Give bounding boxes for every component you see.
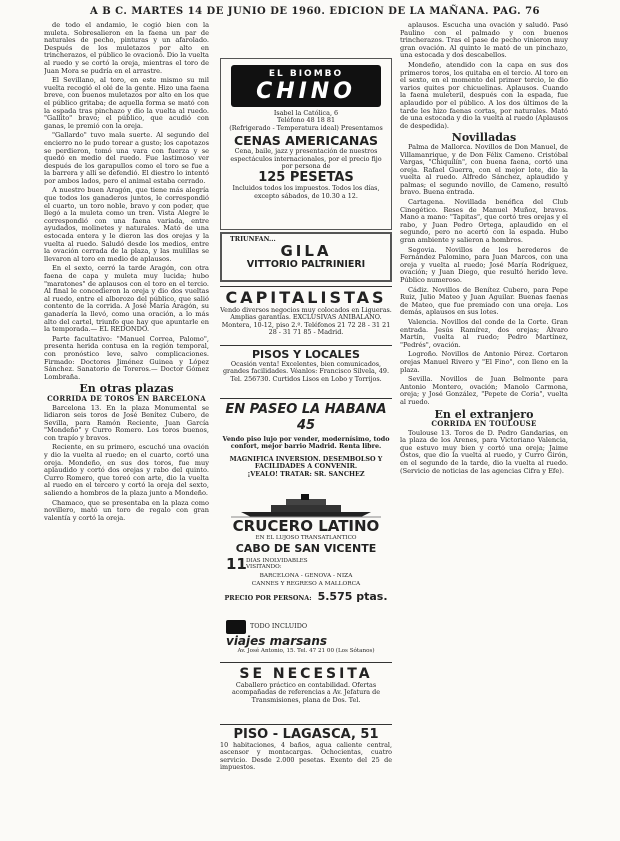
crucero-price-label: PRECIO POR PERSONA: — [224, 594, 312, 603]
crucero-days-text: DIAS INOLVIDABLES VISITANDO: — [246, 558, 308, 571]
gila-triunfan: TRIUNFAN... — [230, 235, 276, 243]
crucero-route2: CANNES Y REGRESO A MALLORCA — [251, 580, 361, 587]
section-heading: En el extranjero — [434, 407, 534, 421]
article-paragraph: En el sexto, cerró la tarde Aragón, con otra faena de capa y muleta muy lucida; hubo "maratones" de aplausos con el toro en el tercio. Al final le concedieron la oreja y dio dos vueltas al ruedo, entre el alborozo del público, que salió contento de la corrida. A José María Aragón, su ganadería la llevó, como una oración, a lo más alto del cartel, triunfo que hay que apuntarle en la temporada.— EL REDONDO. — [44, 264, 209, 334]
article-paragraph: Barcelona 13. En la plaza Monumental se lidiaron seis toros de José Benítez Cubero, de Sevilla, para Ramón Reciente, Juan García "Mondeño" y Curro Romero. Los toros buenos, con trapío y bravos. — [44, 403, 209, 442]
capitalistas-title: CAPITALISTAS — [225, 288, 387, 307]
magnifica-line2: ¡VEALO! TRATAR: SR. SANCHEZ — [247, 469, 365, 478]
se-necesita-ad — [220, 666, 392, 722]
section-subheading: CORRIDA DE TOROS EN BARCELONA — [47, 393, 206, 403]
crucero-sub: EN EL LUJOSO TRANSATLANTICO — [255, 535, 357, 541]
lagasca-ad — [220, 727, 392, 775]
article-paragraph: Sevilla. Novillos de Juan Belmonte para Antonio Montero, ovación; Manolo Carmona, oreja; y José González, "Pepete de Coria", vuelta al ruedo. — [400, 375, 568, 406]
biombo-fine-print: Incluidos todos los impuestos. Todos los días, excepto sábados, de 10.30 a 12. — [232, 184, 380, 200]
article-paragraph: A nuestro buen Aragón, que tiene más alegría que todos los ganaderos juntos, le correspondió el cuarto, un toro noble, bravo y con poder, que llegó a la muleta como un tren. Vista Alegre le correspondió con una faena variada, entre ayudados, molinetes y naturales. Mató de una estocada entera y le dieron las dos orejas y la vuelta al ruedo. Saludó desde los medios, entre la ovación cerrada de la plaza, y las mulillas se llevaron al toro en medio de aplausos. — [44, 186, 209, 263]
crucero-title: CRUCERO LATINO — [232, 517, 380, 535]
crucero-ship: CABO DE SAN VICENTE — [235, 542, 377, 556]
pisos-body: Ocasión venta! Excelentes, bien comunicados, grandes facilidades. Véanlos: Francisco Silvela, 49. Tel. 256730. Curtidos Lisos en Lobo y Torrijos. — [222, 360, 390, 383]
gila-star1: GILA — [280, 242, 332, 261]
article-paragraph: Segovia. Novillos de los herederos de Fernández Palomino, para Juan Marcos, con una oreja y vuelta al ruedo; José María Rodríguez, ovación; y Juan Diego, que resultó herido leve. Público numeroso. — [400, 245, 568, 284]
magnifica-ad — [220, 456, 392, 488]
marsans-agency: viajes marsans — [226, 634, 328, 648]
article-paragraph: Palma de Mallorca. Novillos de Don Manuel, de Villamanrique, y de Don Félix Cameno. Cristóbal Vargas, "Chiquilín", con buena faena, cortó una oreja. Rafael Guerra, con el mejor lote, dio la vuelta al ruedo. Alfredo Sánchez, aplaudido y palmas; el segundo novillo, de Cameno, resultó bravo. Buena entrada. — [400, 142, 568, 197]
column-right — [400, 22, 568, 826]
crucero-route1: BARCELONA - GENOVA - NIZA — [259, 573, 353, 580]
article-paragraph: Logroño. Novillos de Antonio Pérez. Cortaron orejas Manuel Rivero y "El Fino", con lleno en la plaza. — [400, 350, 568, 374]
magnifica-line1: MAGNIFICA INVERSION. DESEMBOLSO Y FACILIDADES A CONVENIR. — [229, 455, 383, 471]
pisos-ad — [220, 348, 392, 396]
biombo-chino-ad — [220, 58, 392, 230]
marsans-logo-icon — [226, 620, 246, 634]
section-heading: Novilladas — [451, 131, 517, 145]
crucero-days-number: 11 — [226, 555, 247, 574]
article-paragraph: aplausos. Escucha una ovación y saludó. Pasó Paulino con el palmado y con buenos trincherazos. Tras el pase de pecho vinieron muy gran ovación. Al quinto le mató de un pinchazo, una estocada y dos descabellos. — [400, 22, 568, 60]
crucero-price: 5.575 ptas. — [317, 590, 388, 604]
article-paragraph: El Sevillano, al toro, en este mismo su mil vuelta recogió el olé de la gente. Hizo una faena breve, con buenos muletazos por alto en los que el público gritaba; de aquella forma se mató con la espada tras pinchazo y dio la vuelta al ruedo. "Gallito" bravo; el público, que acudió con ganas, le premió con la oreja. — [44, 76, 209, 130]
article-paragraph: de todo el andamio, le cogió bien con la muleta. Sobresalieron en la faena un par de naturales de pecho, pinturas y un afarolado. Después de los muletazos por alto en trincherazos, el público le ovacionó. Dio la vuelta al ruedo y se cortó la oreja, mientras el toro de Juan Mora se pudría en el arrastre. — [44, 22, 209, 75]
biombo-tagline: (Refrigerado - Temperatura ideal) Presentamos — [229, 123, 383, 132]
ship-illustration — [231, 492, 381, 518]
marsans-address: Av. José Antonio, 15. Tel. 47 21 00 (Los Sótanos) — [237, 648, 375, 654]
marsans-note: TODO INCLUIDO — [250, 622, 308, 631]
article-paragraph: Valencia. Novillos del conde de la Corte. Gran entrada. Jesús Ramírez, dos orejas; Álvaro Martín, vuelta al ruedo; Pedro Martínez, "Pedrés", ovación. — [400, 317, 568, 349]
gila-star2: VITTORIO PALTRINIERI — [246, 259, 366, 271]
paseo-title: EN PASEO LA HABANA 45 — [225, 402, 387, 433]
capitalistas-ad — [220, 289, 392, 341]
lagasca-title: PISO - LAGASCA, 51 — [233, 727, 379, 742]
biombo-headline: CENAS AMERICANAS — [233, 133, 379, 149]
article-paragraph: Parte facultativo: "Manuel Correa, Palomo", presenta herida contusa en la región temporal, con pronóstico leve, salvo complicaciones. Firmado: Doctores Jiménez Guinea y López Sánchez. Sanatorio de Toreros.— Doctor Gómez Lombraña. — [44, 334, 209, 381]
article-paragraph: Chamaco, que se presentaba en la plaza como novillero, mató un toro de regalo con gran valentía y cortó la oreja. — [44, 498, 209, 522]
biombo-body: Cena, baile, jazz y presentación de nuestros espectáculos internacionales, por el precio fijo por persona de — [230, 147, 382, 171]
pisos-title: PISOS Y LOCALES — [252, 348, 360, 361]
page-header: A B C. MARTES 14 DE JUNIO DE 1960. EDICION DE LA MAÑANA. PAG. 76 — [89, 6, 541, 17]
article-paragraph: Toulouse 13. Toros de D. Pedro Gandarias, en la plaza de los Arenes, para Victoriano Valencia, que estuvo muy bien y cortó una oreja; Jaime Ostos, que dio la vuelta al ruedo, y Curro Girón, en el segundo de la tarde, dio la vuelta al ruedo. (Servicio de noticias de las agencias Cifra y Efe). — [400, 428, 568, 475]
gila-ad — [220, 232, 392, 282]
biombo-name-top: EL BIOMBO — [268, 69, 344, 79]
biombo-price: 125 PESETAS — [258, 170, 354, 186]
marsans-ad — [220, 620, 392, 660]
lagasca-body: 10 habitaciones, 4 baños, agua caliente central, ascensor y montacargas. Ochocientas, cuatro servicio. Desde 2.000 pesetas. Exento del 25 de impuestos. — [220, 741, 392, 772]
article-paragraph: Cádiz. Novillos de Benítez Cubero, para Pepe Ruiz, Julio Mateo y Juan Aguilar. Buenas faenas de Mateo, que fue premiado con una oreja. Los demás, aplausos en sus lotes. — [400, 285, 568, 317]
crucero-ad — [220, 492, 392, 618]
section-subheading: CORRIDA EN TOULOUSE — [431, 419, 537, 429]
biombo-address: Isabel la Católica, 6 Teléfono 48 18 81 — [273, 109, 339, 125]
article-paragraph: Reciente, en su primero, escuchó una ovación y dio la vuelta al ruedo; en el cuarto, cortó una oreja. Mondeño, en sus dos toros, fue muy aplaudido y cortó dos orejas y rabo del quinto. Curro Romero, que toreó con arte, dio la vuelta al ruedo en el tercero y cortó la oreja del sexto, saliendo a hombros de la plaza junto a Mondeño. — [44, 443, 209, 498]
article-paragraph: "Gallardo" tuvo mala suerte. Al segundo del encierro no le pudo torear a gusto; los capotazos se perdieron, tomó una vara con fuerza y se quedó en medio del ruedo. Fue lastimoso ver después de los garapullos como el toro se fue a la barrera y allí se defendió. El diestro lo intentó por ambos lados, pero el animal estaba cerrado. — [44, 131, 209, 185]
capitalistas-body: Vendo diversos negocios muy colocados en Ligueras. Amplias garantías. EXCLUSIVAS ANIBALANO. Montera, 10-12, piso 2.º. Teléfonos 21 72 28 - 31 21 28 - 31 71 85 - Madrid. — [220, 306, 392, 337]
necesita-title: SE NECESITA — [239, 666, 373, 682]
necesita-body: Caballero práctico en contabilidad. Ofertas acompañadas de referencias a Av. Jefatura de Transmisiones, plana de Dos. Tel. — [231, 681, 380, 704]
biombo-name-main: CHINO — [256, 79, 356, 104]
column-left — [44, 22, 209, 826]
paseo-body: Vendo piso lujo por vender, modernísimo, todo confort, mejor barrio Madrid. Renta libre. — [222, 435, 390, 451]
article-paragraph: Mondeño, atendido con la capa en sus dos primeros toros, los quitaba en el tercio. Al toro en el sexto, en el momento del primer tercio, le dio varios quites por chicuelinas. Aplausos. Cuando la faena muleteril, después con la espada, fue aplaudido por el público. A los dos últimos de la tarde les hizo faenas cortas, por naturales. Mató de una estocada y dio la vuelta al ruedo (Aplausos de despedida). — [400, 60, 568, 130]
section-heading: En otras plazas — [79, 382, 174, 396]
article-paragraph: Cartagena. Novillada benéfica del Club Cinegético. Reses de Manuel Muñoz, bravos. Mano a mano: "Tapitas", que cortó tres orejas y el rabo, y Juan Pedro Ortega, aplaudido en el segundo, pero no acertó con la espada. Hubo gran ambiente y salieron a hombros. — [400, 198, 568, 245]
